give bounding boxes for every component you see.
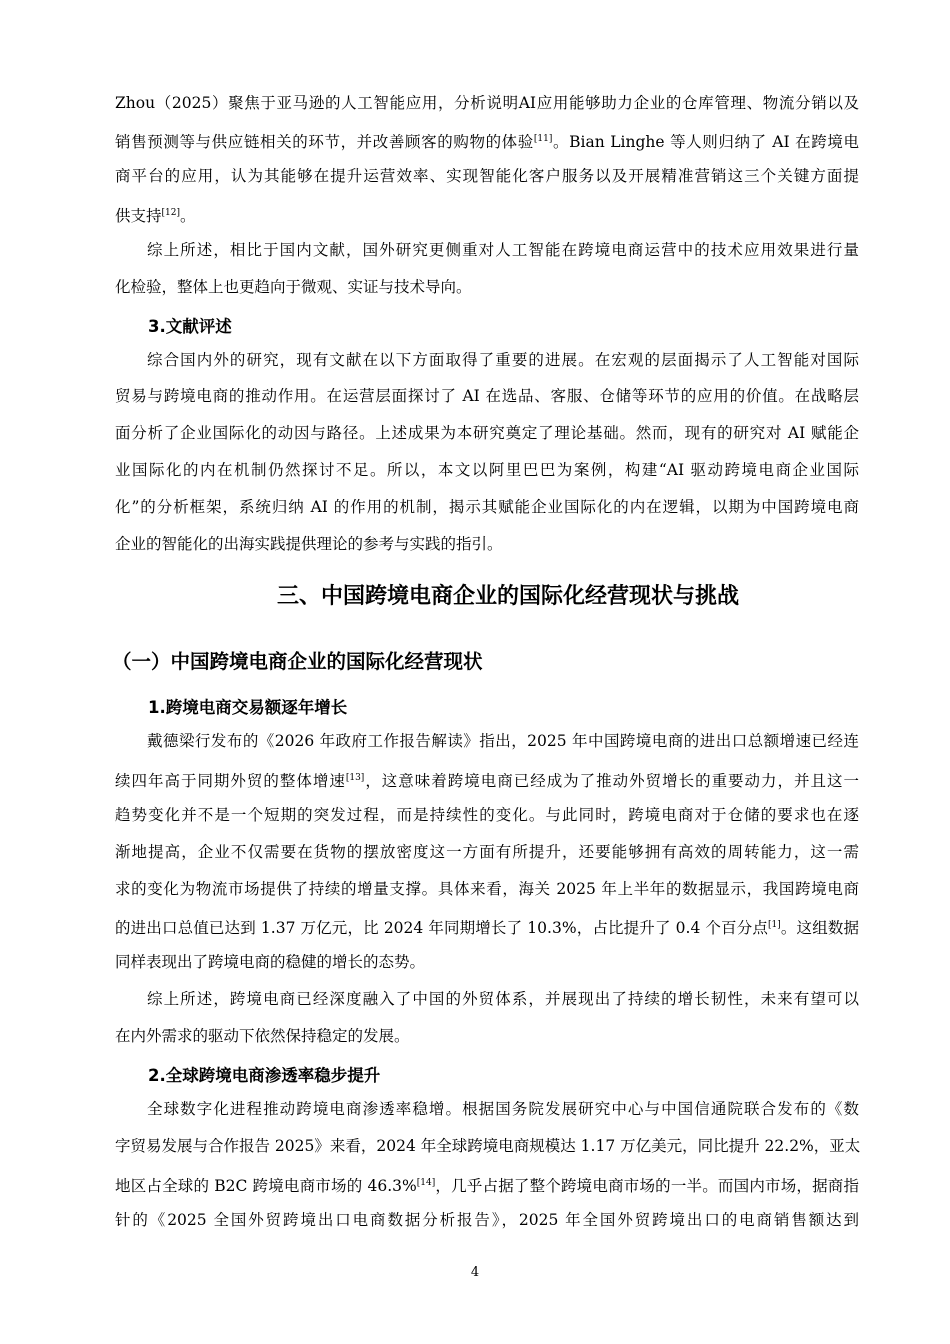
subsection-heading: 3.文献评述 (148, 317, 232, 336)
body-text-line: 综上所述，相比于国内文献，国外研究更侧重对人工智能在跨境电商运营中的技术应用效果进行量 (147, 241, 859, 259)
citation-superscript: [13] (345, 773, 365, 783)
citation-superscript: [14] (416, 1178, 436, 1188)
body-text-line (115, 203, 859, 226)
page-number: 4 (470, 1265, 480, 1280)
body-text-line (115, 1173, 859, 1196)
body-text-line (115, 915, 859, 938)
body-text-line: 化检验，整体上也更趋向于微观、实证与技术导向。 (115, 278, 472, 296)
body-text-line: 综合国内外的研究，现有文献在以下方面取得了重要的进展。在宏观的层面揭示了人工智能对国际 (147, 351, 859, 369)
body-text-line: 渐地提高，企业不仅需要在货物的摆放密度这一方面有所提升，还要能够拥有高效的周转能力，这一需 (115, 843, 859, 861)
citation-superscript: [1] (768, 920, 781, 930)
body-text: 销售预测等与供应链相关的环节，并改善顾客的购物的体验 (115, 133, 534, 151)
body-text-line: 全球数字化进程推动跨境电商渗透率稳增。根据国务院发展研究中心与中国信通院联合发布的《数 (147, 1100, 859, 1118)
subsection-heading: 2.全球跨境电商渗透率稳步提升 (148, 1066, 381, 1085)
body-text-line: 字贸易发展与合作报告 2025》来看，2024 年全球跨境电商规模达 1.17 万亿美元，同比提升 22.2%，亚太 (115, 1137, 861, 1155)
body-text-line: 同样表现出了跨境电商的稳健的增长的态势。 (115, 953, 426, 971)
body-text: 供支持 (115, 207, 162, 225)
body-text: 的进出口总值已达到 1.37 万亿元，比 2024 年同期增长了 10.3%，占比提升了 0.4 个百分点 (115, 919, 768, 937)
section-title: （一）中国跨境电商企业的国际化经营现状 (112, 650, 483, 673)
citation-superscript: [12] (161, 208, 180, 218)
body-text-line: 业国际化的内在机制仍然探讨不足。所以，本文以阿里巴巴为案例，构建“AI 驱动跨境电商企业国际 (115, 461, 859, 479)
body-text-line: 化”的分析框架，系统归纳 AI 的作用的机制，揭示其赋能企业国际化的内在逻辑，以期为中国跨境电商 (115, 498, 859, 516)
subsection-heading: 1.跨境电商交易额逐年增长 (148, 698, 348, 717)
body-text-line: 戴德梁行发布的《2026 年政府工作报告解读》指出，2025 年中国跨境电商的进出口总额增速已经连 (147, 732, 859, 750)
body-text: 。Bian Linghe 等人则归纳了 AI 在跨境电 (552, 133, 859, 151)
body-text: 。这组数据 (780, 919, 859, 937)
citation-superscript: [11] (533, 134, 553, 144)
body-text-line: 贸易与跨境电商的推动作用。在运营层面探讨了 AI 在选品、客服、仓储等环节的应用的价值。在战略层 (115, 387, 859, 405)
body-text: ，这意味着跨境电商已经成为了推动外贸增长的重要动力，并且这一 (364, 772, 859, 790)
body-text-line: 在内外需求的驱动下依然保持稳定的发展。 (115, 1027, 410, 1045)
body-text-line: Zhou（2025）聚焦于亚马逊的人工智能应用，分析说明AI应用能够助力企业的仓库管理、物流分销以及 (115, 94, 859, 112)
body-text: 。 (180, 207, 196, 225)
body-text-line: 求的变化为物流市场提供了持续的增量支撑。具体来看，海关 2025 年上半年的数据显示，我国跨境电商 (115, 880, 859, 898)
body-text-line: 综上所述，跨境电商已经深度融入了中国的外贸体系，并展现出了持续的增长韧性，未来有望可以 (147, 990, 859, 1008)
body-text-line (115, 129, 859, 152)
body-text-line (115, 768, 859, 791)
body-text: ，几乎占据了整个跨境电商市场的一半。而国内市场，据商指 (435, 1177, 859, 1195)
body-text: 地区占全球的 B2C 跨境电商市场的 46.3% (115, 1177, 417, 1195)
body-text-line: 企业的智能化的出海实践提供理论的参考与实践的指引。 (115, 535, 503, 553)
body-text: 续四年高于同期外贸的整体增速 (115, 772, 346, 790)
body-text-line: 商平台的应用，认为其能够在提升运营效率、实现智能化客户服务以及开展精准营销这三个关键方面提 (115, 167, 859, 185)
body-text-line: 面分析了企业国际化的动因与路径。上述成果为本研究奠定了理论基础。然而，现有的研究对 AI 赋能企 (115, 424, 859, 442)
chapter-title: 三、中国跨境电商企业的国际化经营现状与挑战 (276, 584, 739, 609)
body-text-line: 针的《2025 全国外贸跨境出口电商数据分析报告》，2025 年全国外贸跨境出口的电商销售额达到 (115, 1211, 859, 1229)
body-text-line: 趋势变化并不是一个短期的突发过程，而是持续性的变化。与此同时，跨境电商对于仓储的要求也在逐 (115, 806, 859, 824)
